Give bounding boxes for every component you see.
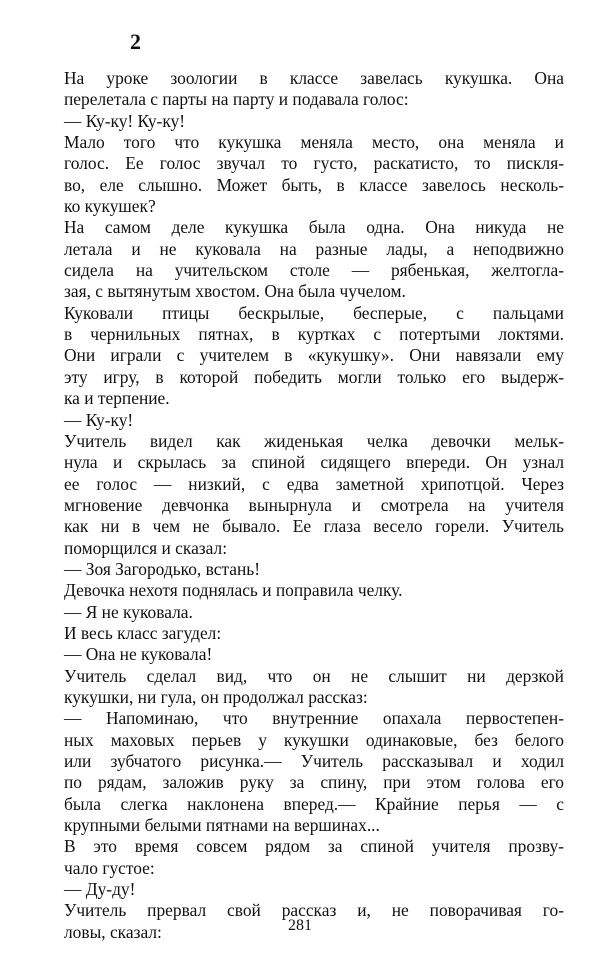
- text-line: кукушки, ни гула, он продолжал рассказ:: [64, 686, 368, 707]
- text-line: Они играли с учителем в «кукушку». Они навязали ему: [64, 345, 564, 366]
- paragraph: [64, 68, 564, 111]
- text-line: На уроке зоологии в классе завелась кукушка. Она: [64, 68, 564, 88]
- paragraph: [64, 410, 564, 431]
- text-line: — Я не куковала.: [64, 601, 193, 622]
- text-line: нула и скрылась за спиной сидящего впереди. Он узнал: [64, 452, 564, 473]
- paragraph: [64, 836, 564, 879]
- paragraph: [64, 644, 564, 665]
- paragraph: [64, 303, 564, 410]
- text-line: На самом деле кукушка была одна. Она никуда не: [64, 217, 564, 238]
- text-line: летала и не куковала на разные лады, а неподвижно: [64, 238, 564, 259]
- text-line: ее голос — низкий, с едва заметной хрипотцой. Через: [64, 473, 564, 494]
- text-line: крупными белыми пятнами на вершинах...: [64, 815, 380, 836]
- text-line: — Напоминаю, что внутренние опахала первостепен-: [64, 708, 564, 729]
- text-line: в чернильных пятнах, в куртках с потертыми локтями.: [64, 324, 564, 345]
- text-line: ко кукушек?: [64, 196, 156, 217]
- text-line: перелетала с парты на парту и подавала голос:: [64, 89, 409, 110]
- text-line: Куковали птицы бескрылые, бесперые, с пальцами: [64, 302, 564, 323]
- text-line: — Ду-ду!: [64, 879, 136, 900]
- page-number: 281: [288, 917, 312, 934]
- paragraph: [64, 879, 564, 900]
- paragraph: [64, 132, 564, 217]
- text-line: или зубчатого рисунка.— Учитель рассказывал и ходил: [64, 751, 564, 771]
- body-text: [64, 68, 564, 943]
- text-line: была слегка наклонена вперед.— Крайние перья — с: [64, 793, 564, 814]
- paragraph: [64, 559, 564, 580]
- text-line: поморщился и сказал:: [64, 537, 228, 558]
- text-line: Мало того что кукушка меняла место, она меняла и: [64, 132, 564, 153]
- text-line: Девочка нехотя поднялась и поправила челку.: [64, 580, 403, 601]
- text-line: ных маховых перьев у кукушки одинаковые, без белого: [64, 729, 564, 750]
- text-line: зая, с вытянутым хвостом. Она была чучелом.: [64, 281, 406, 302]
- text-line: ловы, сказал:: [64, 921, 162, 942]
- text-line: И весь класс загудел:: [64, 622, 222, 643]
- text-line: В это время совсем рядом за спиной учителя прозву-: [64, 836, 564, 857]
- paragraph: [64, 217, 564, 302]
- paragraph: [64, 580, 564, 601]
- text-line: — Зоя Загородько, встань!: [64, 558, 261, 579]
- text-line: голос. Ее голос звучал то густо, раскатисто, то пискля-: [64, 153, 564, 174]
- text-line: по рядам, заложив руку за спину, при этом голова его: [64, 772, 564, 793]
- text-line: Учитель прервал свой рассказ и, не поворачивая го-: [64, 900, 564, 921]
- text-line: во, еле слышно. Может быть, в классе завелось несколь-: [64, 174, 564, 195]
- text-line: — Ку-ку! Ку-ку!: [64, 110, 186, 131]
- paragraph: [64, 111, 564, 132]
- text-line: — Она не куковала!: [64, 644, 213, 665]
- text-line: эту игру, в которой победить могли только его выдерж-: [64, 366, 564, 387]
- chapter-number: 2: [130, 29, 141, 54]
- text-line: чало густое:: [64, 857, 155, 878]
- text-line: — Ку-ку!: [64, 409, 134, 430]
- paragraph: [64, 666, 564, 709]
- paragraph: [64, 431, 564, 559]
- text-line: Учитель сделал вид, что он не слышит ни дерзкой: [64, 665, 564, 686]
- paragraph: [64, 602, 564, 623]
- text-line: сидела на учительском столе — рябенькая, желтогла-: [64, 260, 564, 281]
- text-line: ка и терпение.: [64, 388, 170, 409]
- paragraph: [64, 708, 564, 836]
- text-line: Учитель видел как жиденькая челка девочки мельк-: [64, 430, 564, 451]
- paragraph: [64, 623, 564, 644]
- text-line: мгновение девчонка вынырнула и смотрела на учителя: [64, 494, 564, 515]
- text-line: как ни в чем не бывало. Ее глаза весело горели. Учитель: [64, 516, 564, 537]
